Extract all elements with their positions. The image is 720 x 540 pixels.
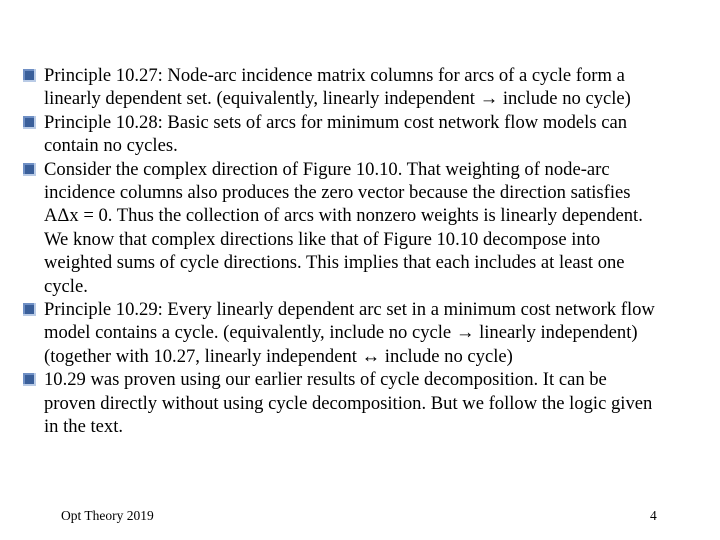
bullet-line: AΔx = 0. Thus the collection of arcs with nonzero weights is linearly dependent.: [44, 205, 643, 227]
square-bullet-icon: [23, 116, 36, 129]
bullet-line: Principle 10.28: Basic sets of arcs for minimum cost network flow models can: [44, 111, 628, 133]
bullet-list: [22, 64, 702, 439]
bullet-item: [22, 298, 702, 368]
bullet-line: Principle 10.29: Every linearly dependent arc set in a minimum cost network flow: [44, 299, 655, 321]
bullet-line: contain no cycles.: [44, 135, 178, 157]
bullet-line: (together with 10.27, linearly independent ↔ include no cycle): [44, 345, 513, 367]
bullet-item: [22, 368, 702, 438]
bullet-line: proven directly without using cycle decomposition. But we follow the logic given: [44, 392, 653, 414]
bullet-line: in the text.: [44, 416, 124, 438]
bullet-item: [22, 64, 702, 111]
square-bullet-icon: [23, 163, 36, 176]
bullet-line: cycle.: [44, 275, 88, 297]
square-bullet-icon: [23, 69, 36, 82]
footer-course-label: Opt Theory 2019: [61, 508, 154, 523]
page-number: 4: [650, 508, 657, 523]
bullet-line: model contains a cycle. (equivalently, include no cycle → linearly independent): [44, 322, 638, 344]
bullet-line: Consider the complex direction of Figure 10.10. That weighting of node-arc: [44, 158, 610, 180]
bullet-line: linearly dependent set. (equivalently, linearly independent → include no cycle): [44, 88, 631, 110]
bullet-item: [22, 158, 702, 298]
bullet-line: 10.29 was proven using our earlier results of cycle decomposition. It can be: [44, 369, 607, 391]
bullet-line: Principle 10.27: Node-arc incidence matrix columns for arcs of a cycle form a: [44, 65, 625, 86]
bullet-item: [22, 111, 702, 158]
bullet-line: incidence columns also produces the zero vector because the direction satisfies: [44, 182, 631, 204]
bullet-line: weighted sums of cycle directions. This implies that each includes at least one: [44, 252, 625, 274]
square-bullet-icon: [23, 373, 36, 386]
square-bullet-icon: [23, 303, 36, 316]
bullet-line: We know that complex directions like that of Figure 10.10 decompose into: [44, 228, 601, 250]
